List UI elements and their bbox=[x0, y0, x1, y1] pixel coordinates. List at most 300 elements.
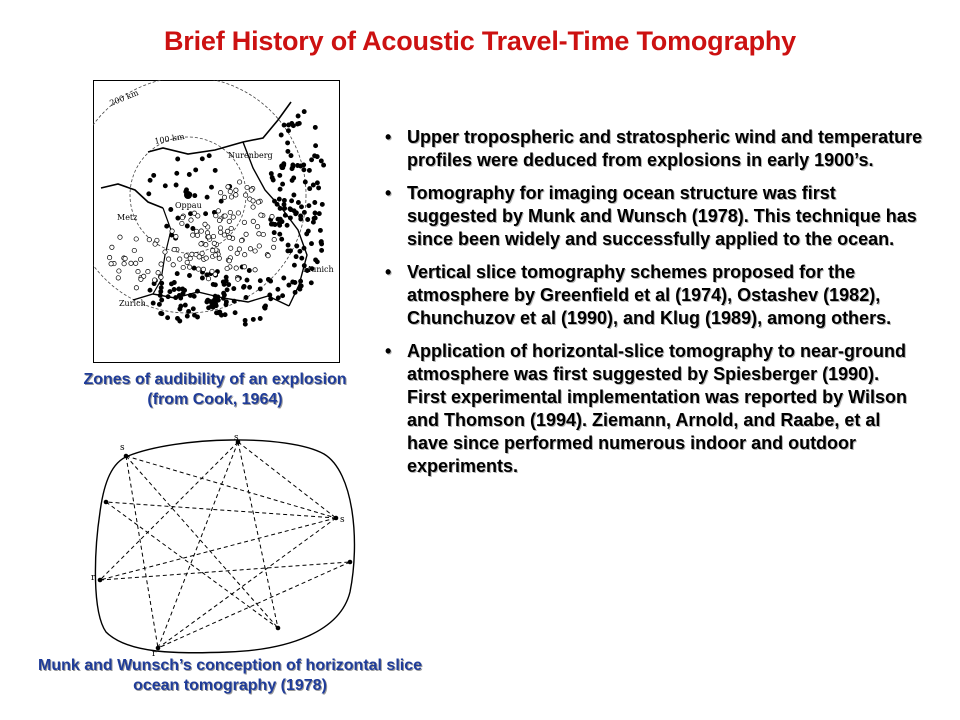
inaudible-dot bbox=[226, 185, 230, 189]
figure2-caption: Munk and Wunsch’s conception of horizontal slice ocean tomography (1978) bbox=[37, 657, 423, 694]
inaudible-dot bbox=[231, 215, 235, 219]
audible-dot bbox=[311, 183, 315, 187]
inaudible-dot bbox=[242, 265, 246, 269]
bullet-text: Vertical slice tomography schemes proposed for the atmosphere by Greenfield et al (1974), Ostashev (1982), Chunchuzov et al (1990), and Klug (1989), among others. bbox=[407, 262, 892, 328]
audible-dot bbox=[309, 242, 313, 246]
inaudible-dot bbox=[237, 247, 241, 251]
label-munich: Munich bbox=[303, 265, 334, 274]
inaudible-dot bbox=[227, 235, 231, 239]
audible-dot bbox=[319, 159, 323, 163]
label-zurich: Zurich bbox=[119, 299, 146, 308]
inaudible-dot bbox=[228, 210, 232, 214]
inaudible-dot bbox=[227, 219, 231, 223]
audible-dot bbox=[290, 199, 294, 203]
inaudible-dot bbox=[266, 254, 270, 258]
audible-dot bbox=[151, 301, 155, 305]
inaudible-dot bbox=[251, 205, 255, 209]
audible-dot bbox=[269, 222, 273, 226]
inaudible-dot bbox=[191, 233, 195, 237]
inaudible-dot bbox=[134, 237, 138, 241]
inaudible-dot bbox=[184, 254, 188, 258]
audible-dot bbox=[157, 302, 161, 306]
audible-dot bbox=[222, 291, 226, 295]
audible-dot bbox=[160, 281, 164, 285]
inaudible-dot bbox=[134, 286, 138, 290]
audible-dot bbox=[272, 231, 276, 235]
audible-dot bbox=[313, 200, 317, 204]
inaudible-dot bbox=[147, 238, 151, 242]
audible-dot bbox=[296, 114, 300, 118]
inaudible-dot bbox=[181, 265, 185, 269]
audible-dot bbox=[270, 176, 274, 180]
inaudible-dot bbox=[218, 191, 222, 195]
inaudible-dot bbox=[271, 245, 275, 249]
label-r2: r bbox=[152, 649, 157, 657]
audible-dot bbox=[269, 297, 273, 301]
audible-dot bbox=[247, 268, 251, 272]
audible-dot bbox=[205, 300, 209, 304]
audible-dot bbox=[313, 125, 317, 129]
audible-dot bbox=[296, 200, 300, 204]
audible-dot bbox=[188, 192, 192, 196]
inaudible-dot bbox=[257, 232, 261, 236]
inaudible-dot bbox=[196, 214, 200, 218]
inaudible-dot bbox=[134, 261, 138, 265]
audible-dot bbox=[276, 217, 280, 221]
audible-dot bbox=[269, 172, 273, 176]
audible-dot bbox=[258, 279, 262, 283]
inaudible-dot bbox=[248, 247, 252, 251]
audible-dot bbox=[294, 255, 298, 259]
bullet-icon: • bbox=[385, 262, 392, 282]
audible-dot bbox=[292, 263, 296, 267]
inaudible-dot bbox=[107, 255, 111, 259]
audible-dot bbox=[207, 154, 211, 158]
audible-dot bbox=[165, 224, 169, 228]
audible-dot bbox=[286, 129, 290, 133]
inaudible-dot bbox=[259, 213, 263, 217]
audible-dot bbox=[243, 318, 247, 322]
audible-dot bbox=[306, 217, 310, 221]
audible-dot bbox=[148, 288, 152, 292]
audible-dot bbox=[183, 288, 187, 292]
audible-dot bbox=[152, 173, 156, 177]
audible-dot bbox=[308, 187, 312, 191]
audible-dot bbox=[314, 144, 318, 148]
inaudible-dot bbox=[159, 262, 163, 266]
audible-dot bbox=[309, 281, 313, 285]
audible-dot bbox=[312, 216, 316, 220]
audible-dot bbox=[272, 199, 276, 203]
bullet-icon: • bbox=[385, 183, 392, 203]
page-title: Brief History of Acoustic Travel-Time Tomography bbox=[163, 26, 797, 56]
audible-dot bbox=[205, 195, 209, 199]
inaudible-dot bbox=[229, 226, 233, 230]
inaudible-dot bbox=[212, 241, 216, 245]
audible-dot bbox=[258, 287, 262, 291]
audible-dot bbox=[317, 212, 321, 216]
inaudible-dot bbox=[110, 245, 114, 249]
inaudible-dot bbox=[251, 199, 255, 203]
audible-dot bbox=[299, 279, 303, 283]
ocean-tomography-figure bbox=[88, 432, 360, 657]
audible-dot bbox=[319, 240, 323, 244]
audible-dot bbox=[245, 278, 249, 282]
audible-dot bbox=[204, 212, 208, 216]
inaudible-dot bbox=[255, 225, 259, 229]
audible-dot bbox=[172, 280, 176, 284]
inaudible-dot bbox=[123, 256, 127, 260]
audible-dot bbox=[282, 276, 286, 280]
bullet-item bbox=[383, 340, 923, 478]
inaudible-dot bbox=[153, 242, 157, 246]
inaudible-dot bbox=[218, 226, 222, 230]
inaudible-dot bbox=[272, 237, 276, 241]
inaudible-dot bbox=[199, 242, 203, 246]
audible-dot bbox=[232, 287, 236, 291]
inaudible-dot bbox=[188, 256, 192, 260]
bullet-icon: • bbox=[385, 127, 392, 147]
audible-dot bbox=[187, 273, 191, 277]
inaudible-dot bbox=[236, 277, 240, 281]
inaudible-dot bbox=[270, 214, 274, 218]
bullet-text: Application of horizontal-slice tomography to near-ground atmosphere was first suggested by Spiesberger (1990). First experimental implementation was reported by Wilson and Thomson (1994). Ziemann, Arnold, and Raabe, et al have since performed numerous indoor and outdoor experiments. bbox=[407, 341, 907, 476]
inaudible-dot bbox=[156, 271, 160, 275]
audible-dot bbox=[242, 284, 246, 288]
bullet-text: Upper tropospheric and stratospheric wind and temperature profiles were deduced from explosions in early 1900’s. bbox=[407, 127, 923, 170]
audible-dot bbox=[187, 309, 191, 313]
inaudible-dot bbox=[236, 211, 240, 215]
inaudible-dot bbox=[190, 252, 194, 256]
audible-dot bbox=[286, 149, 290, 153]
audible-dot bbox=[302, 246, 306, 250]
label-200km: 200 km bbox=[108, 88, 140, 108]
label-s1: s bbox=[120, 443, 125, 453]
audibility-map-figure bbox=[93, 80, 340, 363]
audible-dot bbox=[277, 197, 281, 201]
inaudible-dot bbox=[170, 229, 174, 233]
label-metz: Metz bbox=[117, 213, 138, 222]
audible-dot bbox=[263, 304, 267, 308]
audible-dot bbox=[278, 187, 282, 191]
audible-dot bbox=[192, 313, 196, 317]
inaudible-dot bbox=[228, 189, 232, 193]
inaudible-dot bbox=[249, 188, 253, 192]
audible-dot bbox=[291, 163, 295, 167]
audible-dot bbox=[292, 209, 296, 213]
inaudible-dot bbox=[239, 238, 243, 242]
audible-dot bbox=[313, 154, 317, 158]
inaudible-dot bbox=[159, 275, 163, 279]
inaudible-dot bbox=[122, 262, 126, 266]
audible-dot bbox=[286, 249, 290, 253]
audible-dot bbox=[299, 284, 303, 288]
inaudible-dot bbox=[211, 234, 215, 238]
inaudible-dot bbox=[243, 193, 247, 197]
audible-dot bbox=[293, 290, 297, 294]
audible-dot bbox=[187, 172, 191, 176]
audible-dot bbox=[211, 304, 215, 308]
audible-dot bbox=[209, 185, 213, 189]
inaudible-dot bbox=[227, 259, 231, 263]
audible-dot bbox=[282, 163, 286, 167]
audible-dot bbox=[276, 287, 280, 291]
inaudible-dot bbox=[234, 193, 238, 197]
audible-dot bbox=[172, 287, 176, 291]
bullet-text: Tomography for imaging ocean structure was first suggested by Munk and Wunsch (1978). This technique has since been widely and successfully applied to the ocean. bbox=[407, 183, 917, 249]
inaudible-dot bbox=[217, 218, 221, 222]
audible-dot bbox=[177, 287, 181, 291]
inaudible-dot bbox=[213, 253, 217, 257]
audible-dot bbox=[225, 288, 229, 292]
audible-dot bbox=[223, 313, 227, 317]
audible-dot bbox=[281, 294, 285, 298]
audible-dot bbox=[276, 296, 280, 300]
audible-dot bbox=[214, 311, 218, 315]
audible-dot bbox=[158, 293, 162, 297]
inaudible-dot bbox=[203, 222, 207, 226]
audible-dot bbox=[290, 178, 294, 182]
inaudible-dot bbox=[237, 180, 241, 184]
inaudible-dot bbox=[222, 233, 226, 237]
audible-dot bbox=[178, 307, 182, 311]
audible-dot bbox=[295, 244, 299, 248]
inaudible-dot bbox=[166, 257, 170, 261]
audible-dot bbox=[278, 173, 282, 177]
audible-dot bbox=[192, 266, 196, 270]
audible-dot bbox=[310, 158, 314, 162]
inaudible-dot bbox=[171, 263, 175, 267]
inaudible-dot bbox=[117, 269, 121, 273]
audible-dot bbox=[293, 280, 297, 284]
audible-dot bbox=[185, 314, 189, 318]
audible-dot bbox=[244, 295, 248, 299]
inaudible-dot bbox=[257, 244, 261, 248]
audible-dot bbox=[227, 283, 231, 287]
audible-dot bbox=[194, 168, 198, 172]
audible-dot bbox=[176, 216, 180, 220]
inaudible-dot bbox=[235, 251, 239, 255]
audible-dot bbox=[292, 193, 296, 197]
audible-dot bbox=[213, 283, 217, 287]
inaudible-dot bbox=[201, 267, 205, 271]
audible-dot bbox=[163, 184, 167, 188]
audible-dot bbox=[183, 303, 187, 307]
audible-dot bbox=[195, 289, 199, 293]
audible-dot bbox=[213, 168, 217, 172]
audible-dot bbox=[200, 276, 204, 280]
audible-dot bbox=[192, 294, 196, 298]
audible-dot bbox=[315, 181, 319, 185]
audible-dot bbox=[291, 124, 295, 128]
audible-dot bbox=[147, 192, 151, 196]
audible-dot bbox=[289, 154, 293, 158]
audible-dot bbox=[280, 220, 284, 224]
inaudible-dot bbox=[163, 250, 167, 254]
audible-dot bbox=[191, 226, 195, 230]
audible-dot bbox=[168, 290, 172, 294]
audible-dot bbox=[185, 224, 189, 228]
audible-dot bbox=[184, 188, 188, 192]
audible-dot bbox=[160, 298, 164, 302]
audible-dot bbox=[193, 194, 197, 198]
inaudible-dot bbox=[205, 231, 209, 235]
audible-dot bbox=[224, 279, 228, 283]
audible-dot bbox=[281, 182, 285, 186]
label-r1: r bbox=[91, 573, 96, 583]
inaudible-dot bbox=[234, 188, 238, 192]
inaudible-dot bbox=[195, 233, 199, 237]
inaudible-dot bbox=[229, 246, 233, 250]
audible-dot bbox=[307, 168, 311, 172]
inaudible-dot bbox=[214, 214, 218, 218]
audible-dot bbox=[282, 123, 286, 127]
audible-dot bbox=[320, 202, 324, 206]
audible-dot bbox=[166, 295, 170, 299]
inaudible-dot bbox=[223, 214, 227, 218]
inaudible-dot bbox=[174, 234, 178, 238]
audible-dot bbox=[320, 248, 324, 252]
label-s3: s bbox=[340, 515, 345, 525]
audible-dot bbox=[224, 303, 228, 307]
audible-dot bbox=[315, 260, 319, 264]
inaudible-dot bbox=[253, 249, 257, 253]
audible-dot bbox=[283, 206, 287, 210]
inaudible-dot bbox=[243, 253, 247, 257]
audible-dot bbox=[302, 168, 306, 172]
audible-dot bbox=[160, 312, 164, 316]
audible-dot bbox=[233, 311, 237, 315]
audible-dot bbox=[207, 306, 211, 310]
audible-dot bbox=[278, 206, 282, 210]
audible-dot bbox=[258, 316, 262, 320]
inaudible-dot bbox=[199, 229, 203, 233]
audible-dot bbox=[148, 178, 152, 182]
audible-dot bbox=[251, 317, 255, 321]
label-nurenberg: Nurenberg bbox=[228, 151, 273, 160]
inaudible-dot bbox=[234, 266, 238, 270]
audible-dot bbox=[318, 228, 322, 232]
audible-dot bbox=[298, 249, 302, 253]
inaudible-dot bbox=[242, 220, 246, 224]
audible-dot bbox=[300, 256, 304, 260]
inaudible-dot bbox=[129, 261, 133, 265]
audible-dot bbox=[279, 133, 283, 137]
audible-dot bbox=[299, 205, 303, 209]
inaudible-dot bbox=[204, 256, 208, 260]
inaudible-dot bbox=[253, 268, 257, 272]
inaudible-dot bbox=[245, 185, 249, 189]
audible-dot bbox=[285, 223, 289, 227]
audible-dot bbox=[219, 199, 223, 203]
audible-dot bbox=[175, 171, 179, 175]
audible-dot bbox=[283, 213, 287, 217]
audible-dot bbox=[174, 183, 178, 187]
figure1-caption: Zones of audibility of an explosion (from Cook, 1964) bbox=[83, 371, 347, 408]
audible-dot bbox=[221, 296, 225, 300]
inaudible-dot bbox=[146, 269, 150, 273]
inaudible-dot bbox=[222, 195, 226, 199]
inaudible-dot bbox=[136, 269, 140, 273]
audible-dot bbox=[166, 316, 170, 320]
inaudible-dot bbox=[180, 221, 184, 225]
inaudible-dot bbox=[139, 277, 143, 281]
audible-dot bbox=[317, 186, 321, 190]
inaudible-dot bbox=[172, 247, 176, 251]
audible-dot bbox=[248, 285, 252, 289]
audible-dot bbox=[322, 163, 326, 167]
label-100km: 100 km bbox=[153, 131, 186, 146]
audible-dot bbox=[287, 283, 291, 287]
inaudible-dot bbox=[109, 262, 113, 266]
audible-dot bbox=[282, 198, 286, 202]
inaudible-dot bbox=[206, 277, 210, 281]
audible-dot bbox=[232, 299, 236, 303]
inaudible-dot bbox=[216, 209, 220, 213]
audible-dot bbox=[177, 293, 181, 297]
audible-dot bbox=[175, 272, 179, 276]
inaudible-dot bbox=[210, 269, 214, 273]
inaudible-dot bbox=[116, 276, 120, 280]
audible-dot bbox=[282, 202, 286, 206]
audible-dot bbox=[278, 232, 282, 236]
audible-dot bbox=[302, 110, 306, 114]
bullet-item bbox=[383, 182, 923, 251]
audible-dot bbox=[296, 122, 300, 126]
inaudible-dot bbox=[244, 232, 248, 236]
audible-dot bbox=[159, 289, 163, 293]
inaudible-dot bbox=[196, 267, 200, 271]
audible-dot bbox=[169, 207, 173, 211]
audible-dot bbox=[299, 214, 303, 218]
inaudible-dot bbox=[256, 200, 260, 204]
audible-dot bbox=[288, 216, 292, 220]
bullet-icon: • bbox=[385, 341, 392, 361]
audible-dot bbox=[200, 157, 204, 161]
inaudible-dot bbox=[178, 257, 182, 261]
inaudible-dot bbox=[185, 260, 189, 264]
inaudible-dot bbox=[225, 266, 229, 270]
inaudible-dot bbox=[261, 232, 265, 236]
audible-dot bbox=[269, 279, 273, 283]
audible-dot bbox=[280, 237, 284, 241]
inaudible-dot bbox=[207, 235, 211, 239]
audible-dot bbox=[286, 141, 290, 145]
inaudible-dot bbox=[180, 215, 184, 219]
inaudible-dot bbox=[229, 195, 233, 199]
history-bullet-list bbox=[383, 126, 923, 488]
inaudible-dot bbox=[152, 278, 156, 282]
inaudible-dot bbox=[138, 257, 142, 261]
audible-dot bbox=[175, 316, 179, 320]
inaudible-dot bbox=[197, 255, 201, 259]
bullet-item bbox=[383, 261, 923, 330]
audible-dot bbox=[286, 243, 290, 247]
label-oppau: Oppau bbox=[175, 201, 202, 210]
inaudible-dot bbox=[251, 219, 255, 223]
audible-dot bbox=[176, 157, 180, 161]
audible-dot bbox=[302, 163, 306, 167]
inaudible-dot bbox=[211, 248, 215, 252]
inaudible-dot bbox=[118, 235, 122, 239]
audible-dot bbox=[302, 210, 306, 214]
audible-dot bbox=[307, 204, 311, 208]
audible-dot bbox=[191, 307, 195, 311]
audible-dot bbox=[303, 180, 307, 184]
inaudible-dot bbox=[132, 248, 136, 252]
audible-dot bbox=[313, 211, 317, 215]
inaudible-dot bbox=[189, 218, 193, 222]
